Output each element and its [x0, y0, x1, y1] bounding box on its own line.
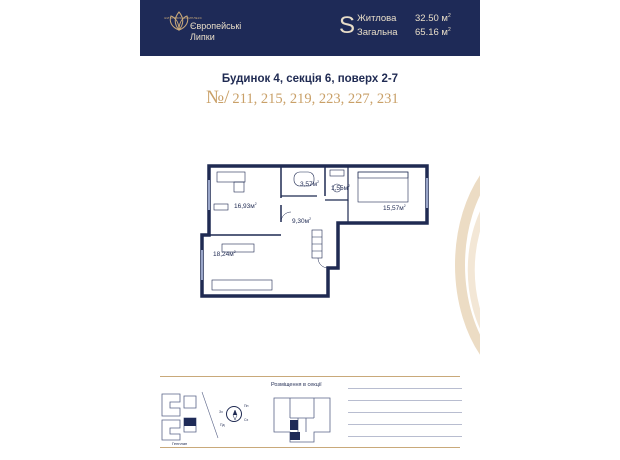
linden-leaf-icon [168, 10, 190, 32]
note-line [348, 424, 462, 425]
compass-letter-n: Пн [244, 404, 249, 408]
footer-divider-bottom [160, 447, 460, 448]
logo-name-line1: Європейські [190, 21, 242, 31]
logo-kicker: ЖИТЛОВИЙ КОМПЛЕКС [164, 16, 203, 20]
apartment-sheet [140, 0, 480, 460]
header-band [140, 0, 480, 56]
total-area-label: Загальна [357, 27, 398, 38]
living-area-row [357, 13, 451, 24]
section-caption: Розміщення в секції [271, 382, 322, 388]
note-line [348, 388, 462, 389]
compass-letter-w: Зх [219, 410, 223, 414]
floor-plan [162, 160, 462, 300]
room-kitchen-area: $18,24м^2$ [213, 250, 236, 258]
genplan-map [158, 388, 220, 442]
living-area-label: Житлова [357, 13, 397, 24]
compass-letter-e: Сх [244, 418, 249, 422]
room-bathroom-area: $3,57м^2$ [300, 180, 320, 188]
compass-icon [226, 406, 242, 422]
room-bedroom-area: $15,57м^2$ [383, 204, 406, 212]
note-line [348, 400, 462, 401]
apartment-numbers [206, 87, 399, 109]
room-wc-area: $1,55м^2$ [331, 184, 351, 192]
total-area-row [357, 27, 451, 38]
apartment-number-list: 211, 215, 219, 223, 227, 231 [232, 91, 399, 107]
note-line [348, 412, 462, 413]
number-sign: №/ [206, 87, 230, 108]
total-area-value: 65.16 $м^2$ [415, 27, 451, 38]
section-layout [268, 392, 336, 446]
logo [150, 6, 248, 50]
building-title: Будинок 4, секція 6, поверх 2-7 [221, 73, 399, 85]
compass-letter-s: Пд [220, 423, 225, 427]
footer-divider-top [160, 376, 460, 377]
room-living-area: $16,93м^2$ [234, 202, 257, 210]
living-area-value: 32.50 $м^2$ [415, 13, 451, 24]
room-hall-area: $9,30м^2$ [292, 217, 312, 225]
genplan-caption: Генплан [172, 441, 188, 446]
area-symbol: S [339, 12, 356, 39]
note-line [348, 436, 462, 437]
logo-name-line2: Липки [190, 32, 215, 42]
